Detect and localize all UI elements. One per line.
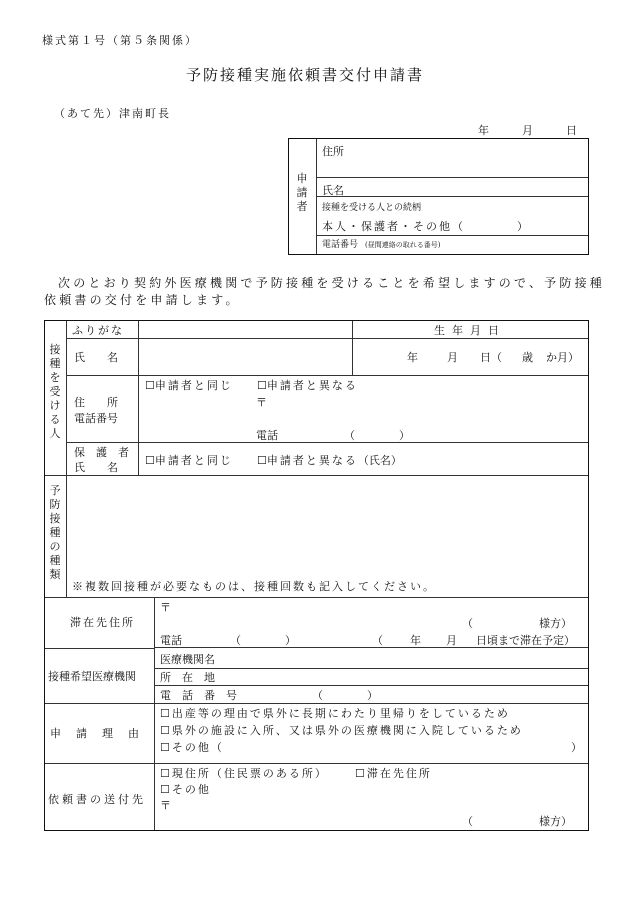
guardian-different-checkbox[interactable]: ☐申請者と異なる（氏名） (257, 454, 402, 467)
send-to-postal-mark: 〒 (160, 799, 171, 812)
stay-phone-text: 電話 (160, 634, 182, 647)
vaccine-header: 予 防 接 種 の 種 類 (49, 484, 61, 581)
date-month: 月 (522, 124, 533, 137)
page-title: 予防接種実施依頼書交付申請書 (186, 66, 425, 84)
address-different-checkbox[interactable]: ☐申請者と異なる (257, 379, 358, 392)
stay-until-end: 日頃まで滞在予定） (476, 634, 575, 647)
recipient-phone-label: 電話番号 (74, 412, 118, 425)
reason-option-2[interactable]: ☐県外の施設に入所、又は県外の医療機関に入院しているため (160, 724, 523, 737)
stay-until-month: 月 (446, 634, 457, 647)
stay-postal-mark: 〒 (160, 601, 171, 614)
intro-line-1: 次のとおり契約外医療機関で予防接種を受けることを希望しますので、予防接種 (58, 276, 605, 290)
institution-name-label: 医療機関名 (160, 653, 215, 666)
reason-option-1[interactable]: ☐出産等の理由で県外に長期にわたり里帰りをしているため (160, 707, 510, 720)
stay-care-of: （ 様方） (462, 617, 572, 630)
recipient-phone-parens: （ ） (344, 429, 410, 442)
birth-day: 日（ (480, 351, 502, 364)
institution-location-label: 所 在 地 (160, 671, 215, 684)
send-to-current-checkbox[interactable]: ☐現住所（住民票のある所） (160, 767, 328, 780)
date-day: 日 (566, 124, 577, 137)
recipient-name-label: 氏 名 (74, 351, 118, 364)
send-to-other-checkbox[interactable]: ☐その他 (160, 783, 211, 796)
applicant-header: 申 請 者 (296, 172, 308, 213)
applicant-name-label: 氏名 (322, 184, 344, 197)
address-same-checkbox[interactable]: ☐申請者と同じ (145, 379, 233, 392)
applicant-relation-options: 本人・保護者・その他（ ） (322, 220, 530, 233)
send-to-stay-checkbox[interactable]: ☐滞在先住所 (355, 767, 432, 780)
main-table (44, 320, 589, 831)
institution-phone-label: 電 話 番 号 (160, 689, 237, 702)
age-years: 歳 (522, 351, 533, 364)
send-to-label: 依頼書の送付先 (48, 793, 146, 806)
vaccine-note: ※複数回接種が必要なものは、接種回数も記入してください。 (72, 580, 436, 593)
stay-phone-parens: （ ） (230, 634, 296, 647)
birth-year: 年 (407, 351, 418, 364)
stay-until-year: 年 (410, 634, 421, 647)
addressee: （あて先）津南町長 (54, 107, 171, 120)
form-number: 様式第１号（第５条関係） (42, 34, 198, 47)
age-months: か月） (546, 351, 579, 364)
stay-label: 滞在先住所 (70, 616, 135, 629)
institution-phone-parens: （ ） (312, 689, 378, 702)
reason-option-3[interactable]: ☐その他（ (160, 741, 224, 754)
guardian-label-1: 保 護 者 (74, 446, 129, 459)
recipient-header: 接 種 を 受 け る 人 (49, 343, 61, 440)
guardian-same-checkbox[interactable]: ☐申請者と同じ (145, 454, 233, 467)
recipient-address-label: 住 所 (74, 396, 118, 409)
recipient-phone-text: 電話 (256, 429, 278, 442)
institution-label: 接種希望医療機関 (48, 670, 136, 683)
applicant-relation-label: 接種を受ける人との続柄 (322, 203, 422, 213)
applicant-phone-note: (昼間連絡の取れる番号) (365, 241, 441, 249)
guardian-label-2: 氏 名 (74, 461, 118, 474)
birth-label: 生年月日 (434, 324, 506, 337)
furigana-label: ふりがな (72, 324, 124, 337)
recipient-postal-mark: 〒 (256, 396, 267, 409)
applicant-address-label: 住所 (322, 145, 344, 158)
reason-other-close: ） (571, 741, 582, 754)
applicant-phone-label: 電話番号 (322, 240, 359, 250)
birth-month: 月 (447, 351, 458, 364)
reason-label: 申 請 理 由 (50, 727, 141, 740)
date-year: 年 (478, 124, 489, 137)
send-to-care-of: （ 様方） (462, 815, 572, 828)
stay-until-open: （ (372, 634, 383, 647)
intro-line-2: 依頼書の交付を申請します。 (44, 293, 241, 307)
